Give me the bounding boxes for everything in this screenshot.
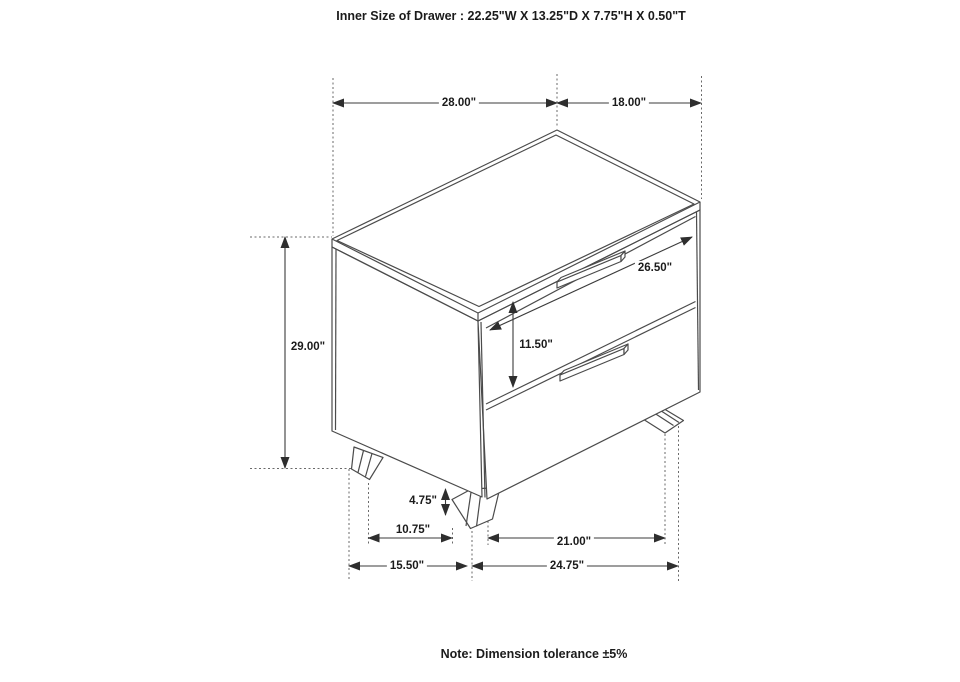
dim-label-leg-height: 4.75" <box>406 494 440 508</box>
drawing-title: Inner Size of Drawer : 22.25"W X 13.25"D X 7.75"H X 0.50"T <box>336 9 686 23</box>
dim-label-drawer-stack: 11.50" <box>516 338 556 352</box>
tolerance-note: Note: Dimension tolerance ±5% <box>440 647 628 661</box>
dim-label-base-width: 15.50" <box>387 559 427 573</box>
nightstand <box>332 130 700 529</box>
dim-label-drawer-width: 26.50" <box>635 261 675 275</box>
dim-label-top-width: 28.00" <box>439 96 479 110</box>
dim-label-height: 29.00" <box>288 340 328 354</box>
dim-label-top-depth: 18.00" <box>609 96 649 110</box>
dim-label-base-depth: 24.75" <box>547 559 587 573</box>
dim-label-front-leg-spacing: 10.75" <box>393 523 433 537</box>
dim-label-side-leg-spacing: 21.00" <box>554 535 594 549</box>
